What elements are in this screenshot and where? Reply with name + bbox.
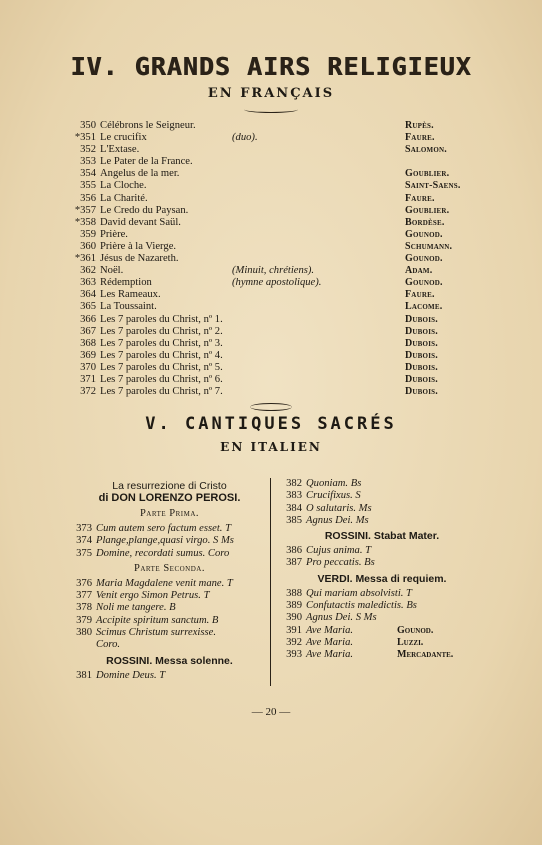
section-4-list <box>72 120 492 398</box>
ornament-squiggle-2 <box>250 403 292 411</box>
list-item <box>72 535 267 547</box>
list-item <box>282 612 482 624</box>
list-item <box>72 241 492 253</box>
item-number: 373 <box>76 523 92 534</box>
list-item <box>72 350 492 362</box>
item-composer: Dubois. <box>405 386 438 398</box>
rossini-messa-heading: ROSSINI. Messa solenne. <box>106 654 233 667</box>
item-title: Agnus Dei. Ms <box>306 514 369 526</box>
item-number: 386 <box>286 545 302 557</box>
item-title: Angelus de la mer. <box>100 168 180 180</box>
item-number: 380 <box>76 627 92 639</box>
item-title: Confutactis maledictis. Bs <box>306 600 417 612</box>
item-composer: Dubois. <box>405 349 438 361</box>
item-title: La Cloche. <box>100 180 147 192</box>
item-title: Célébrons le Seigneur. <box>100 120 196 131</box>
list-item <box>282 557 482 569</box>
item-composer: Salomon. <box>405 144 447 156</box>
item-title: Scimus Christum surrexisse. <box>96 627 216 639</box>
item-number: 356 <box>80 192 96 204</box>
list-item <box>72 229 492 241</box>
item-title: Le crucifix <box>100 132 147 144</box>
right-column <box>282 478 482 662</box>
item-composer: Goublier. <box>405 204 450 216</box>
item-number: 381 <box>76 669 92 681</box>
continuation-text: Coro. <box>96 639 121 651</box>
item-title: Domine Deus. T <box>96 669 166 681</box>
item-composer: Saint-Saens. <box>405 180 461 192</box>
item-note: (duo). <box>232 132 258 144</box>
list-item <box>72 590 267 602</box>
item-number: 363 <box>80 277 96 289</box>
item-number: 393 <box>286 649 302 661</box>
item-title: Pro peccatis. Bs <box>306 557 375 569</box>
item-title: Ave Maria. <box>306 636 354 648</box>
item-composer: Adam. <box>405 265 433 277</box>
list-item <box>72 338 492 350</box>
list-item <box>72 374 492 386</box>
list-item <box>72 326 492 338</box>
item-title: Les 7 paroles du Christ, nº 7. <box>100 386 223 398</box>
list-item <box>72 144 492 156</box>
item-number: 387 <box>286 557 302 569</box>
list-item <box>72 217 492 229</box>
item-number: 367 <box>80 325 96 337</box>
list-item <box>72 277 492 289</box>
item-title: L'Extase. <box>100 144 140 156</box>
item-title: Les 7 paroles du Christ, nº 4. <box>100 349 223 361</box>
list-item <box>72 180 492 192</box>
item-number: *357 <box>74 204 96 216</box>
item-title: Rédemption <box>100 277 152 289</box>
item-number: 392 <box>286 636 302 648</box>
item-composer: Mercadante. <box>397 649 454 661</box>
left-column <box>72 480 267 682</box>
item-number: 375 <box>76 547 92 559</box>
list-item <box>72 548 267 560</box>
rossini-messa-list <box>72 670 267 682</box>
list-item <box>72 193 492 205</box>
list-item <box>72 301 492 313</box>
item-number: 391 <box>286 624 302 636</box>
item-composer: Gounod. <box>397 624 434 636</box>
part-2-heading: Parte Seconda. <box>134 562 205 574</box>
item-composer: Lacome. <box>405 301 443 313</box>
list-item <box>72 602 267 614</box>
item-title: Le Credo du Paysan. <box>100 204 189 216</box>
item-title: Maria Magdalene venit mane. T <box>96 577 233 589</box>
item-number: 354 <box>80 168 96 180</box>
item-title: Ave Maria. <box>306 624 354 636</box>
section-5-subtitle: EN ITALIEN <box>220 440 322 454</box>
item-number: 362 <box>80 265 96 277</box>
item-number: 372 <box>80 386 96 398</box>
item-number: 359 <box>80 228 96 240</box>
item-composer: Dubois. <box>405 313 438 325</box>
item-composer: Dubois. <box>405 325 438 337</box>
item-title: Jésus de Nazareth. <box>100 253 179 265</box>
item-number: 369 <box>80 349 96 361</box>
cantata-author: di DON LORENZO PEROSI. <box>98 492 241 504</box>
page-number: — 20 — <box>251 706 291 718</box>
item-number: 360 <box>80 240 96 252</box>
item-title: Domine, recordati sumus. Coro <box>96 547 230 559</box>
item-number: 385 <box>286 514 302 526</box>
item-number: 364 <box>80 289 96 301</box>
item-number: 365 <box>80 301 96 313</box>
list-item <box>282 649 482 661</box>
item-title: Cujus anima. T <box>306 545 372 557</box>
item-title: Les 7 paroles du Christ, nº 6. <box>100 373 223 385</box>
item-number: *358 <box>74 216 96 228</box>
item-note: (hymne apostolique). <box>232 277 322 289</box>
list-item <box>72 289 492 301</box>
item-composer: Dubois. <box>405 373 438 385</box>
item-number: 353 <box>80 156 96 168</box>
part-1-list <box>72 523 267 560</box>
item-number: 389 <box>286 600 302 612</box>
list-item <box>72 168 492 180</box>
item-number: 377 <box>76 590 92 602</box>
item-number: 383 <box>286 490 302 502</box>
item-title: La Charité. <box>100 192 148 204</box>
list-item <box>72 627 267 639</box>
item-number: 352 <box>80 144 96 156</box>
item-composer: Dubois. <box>405 361 438 373</box>
list-item <box>72 386 492 398</box>
item-title: Plange,plange,quasi virgo. S Ms <box>96 535 234 547</box>
list-item-continuation <box>72 639 267 651</box>
item-composer: Faure. <box>405 192 435 204</box>
item-number: *361 <box>74 253 96 265</box>
item-title: Le Pater de la France. <box>100 156 193 168</box>
item-title: Venit ergo Simon Petrus. T <box>96 590 210 602</box>
section-4-subtitle: EN FRANÇAIS <box>207 86 335 101</box>
list-item <box>282 490 482 502</box>
item-number: *351 <box>74 132 96 144</box>
list-item <box>282 637 482 649</box>
item-title: David devant Saül. <box>100 216 181 228</box>
item-composer: Rupès. <box>405 120 434 131</box>
item-number: 379 <box>76 614 92 626</box>
item-note: (Minuit, chrétiens). <box>232 265 315 277</box>
item-number: 390 <box>286 612 302 624</box>
right-list-c <box>282 588 482 662</box>
list-item <box>72 578 267 590</box>
item-title: Quoniam. Bs <box>306 478 362 489</box>
ornament-squiggle-1 <box>244 106 298 113</box>
right-list-b <box>282 545 482 570</box>
item-composer: Bordèse. <box>405 216 445 228</box>
part-1-heading: Parte Prima. <box>139 508 200 519</box>
item-title: Les 7 paroles du Christ, nº 2. <box>100 325 223 337</box>
item-composer: Dubois. <box>405 337 438 349</box>
section-4-title: IV. GRANDS AIRS RELIGIEUX <box>70 52 472 81</box>
item-composer: Gounod. <box>405 277 443 289</box>
list-item <box>282 625 482 637</box>
item-title: Noli me tangere. B <box>96 602 176 614</box>
list-item <box>282 503 482 515</box>
list-item <box>72 265 492 277</box>
list-item <box>72 362 492 374</box>
list-item <box>72 132 492 144</box>
list-item <box>72 156 492 168</box>
item-title: Les 7 paroles du Christ, nº 5. <box>100 361 223 373</box>
item-number: 368 <box>80 337 96 349</box>
section-5-title: V. CANTIQUES SACRÉS <box>145 414 397 434</box>
item-title: Qui mariam absolvisti. T <box>306 587 412 599</box>
item-composer: Goublier. <box>405 168 450 180</box>
item-title: Crucifixus. S <box>306 490 361 502</box>
item-number: 370 <box>80 361 96 373</box>
list-item <box>72 615 267 627</box>
item-number: 366 <box>80 313 96 325</box>
item-number: 376 <box>76 577 92 589</box>
item-title: Prière. <box>100 228 128 240</box>
item-composer: Faure. <box>405 132 435 144</box>
item-title: La Toussaint. <box>100 301 157 313</box>
list-item <box>72 120 492 132</box>
item-number: 350 <box>80 120 96 131</box>
item-title: O salutaris. Ms <box>306 502 372 514</box>
item-title: Cum autem sero factum esset. T <box>96 523 231 534</box>
list-item <box>282 588 482 600</box>
item-number: 388 <box>286 587 302 599</box>
list-item <box>72 314 492 326</box>
item-number: 355 <box>80 180 96 192</box>
item-composer: Schumann. <box>405 240 453 252</box>
item-number: 371 <box>80 373 96 385</box>
list-item <box>282 545 482 557</box>
list-item <box>72 253 492 265</box>
list-item <box>282 478 482 490</box>
item-title: Prière à la Vierge. <box>100 240 177 252</box>
stabat-mater-heading: ROSSINI. Stabat Mater. <box>324 530 440 543</box>
column-divider <box>270 478 271 686</box>
item-title: Noël. <box>100 265 124 277</box>
list-item <box>72 523 267 535</box>
item-number: 384 <box>286 502 302 514</box>
list-item <box>282 515 482 527</box>
item-number: 382 <box>286 478 302 489</box>
part-2-list <box>72 578 267 639</box>
item-composer: Gounod. <box>405 228 443 240</box>
item-title: Agnus Dei. S Ms <box>306 612 377 624</box>
item-number: 378 <box>76 602 92 614</box>
item-title: Les 7 paroles du Christ, nº 1. <box>100 313 223 325</box>
cantata-title: La resurrezione di Cristo <box>112 480 227 492</box>
list-item <box>282 600 482 612</box>
list-item <box>72 205 492 217</box>
item-composer: Faure. <box>405 289 435 301</box>
verdi-requiem-heading: VERDI. Messa di requiem. <box>317 572 447 585</box>
item-title: Accipite spiritum sanctum. B <box>96 614 219 626</box>
list-item <box>72 670 267 682</box>
item-title: Les 7 paroles du Christ, nº 3. <box>100 337 223 349</box>
item-title: Les Rameaux. <box>100 289 161 301</box>
item-composer: Gounod. <box>405 253 443 265</box>
item-title: Ave Maria. <box>306 649 354 661</box>
right-list-a <box>282 478 482 527</box>
item-composer: Luzzi. <box>397 636 424 648</box>
item-number: 374 <box>76 535 92 547</box>
